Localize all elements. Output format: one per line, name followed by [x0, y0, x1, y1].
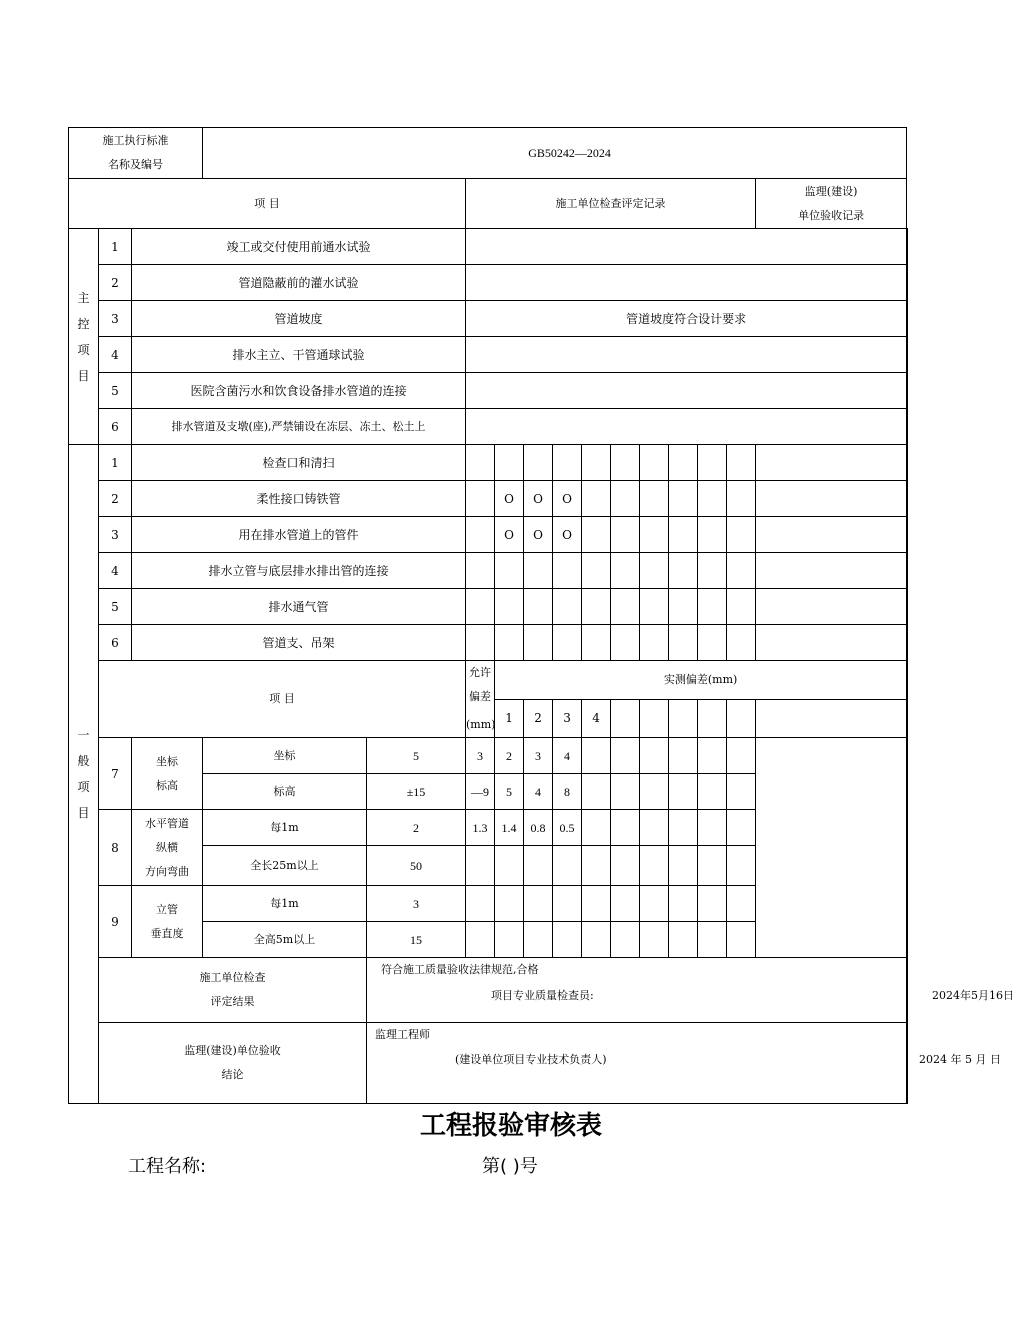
- allowable-value: ±15: [367, 774, 466, 810]
- measure-cell: O: [524, 481, 553, 517]
- item-number: 1: [99, 445, 132, 481]
- measured-value: 4: [553, 738, 582, 774]
- spacer-cell: [466, 625, 495, 661]
- inspection-form-table: [68, 127, 1015, 1104]
- item-number: 4: [99, 553, 132, 589]
- contractor-result-date: 2024年5月16日: [932, 989, 1015, 1002]
- supervisor-result-label: [99, 1023, 367, 1104]
- measure-cell: [669, 517, 698, 553]
- measure-cell: [727, 589, 756, 625]
- measured-value: 1.3: [466, 810, 495, 846]
- measure-cell: [640, 481, 669, 517]
- item-name: 排水主立、干管通球试验: [132, 337, 466, 373]
- measure-cell: [640, 553, 669, 589]
- measure-cell: [611, 589, 640, 625]
- measured-value: [640, 810, 669, 846]
- project-name-label: 工程名称:: [128, 1156, 207, 1177]
- allow-header-2: (mm): [466, 718, 496, 731]
- allowable-value: 2: [367, 810, 466, 846]
- item-name: 排水立管与底层排水排出管的连接: [132, 553, 466, 589]
- measured-value: [582, 886, 611, 922]
- supervisor-record-main: [907, 229, 908, 445]
- item-number: 3: [99, 517, 132, 553]
- measured-value: [727, 922, 756, 958]
- measured-value: [669, 886, 698, 922]
- sub-item-name: 坐标: [203, 738, 367, 774]
- measured-value: 3: [466, 738, 495, 774]
- measure-cell: [756, 445, 907, 481]
- standard-code: GB50242—2024: [528, 146, 611, 160]
- measure-cell: [756, 481, 907, 517]
- measured-value: 1.4: [495, 810, 524, 846]
- measure-cell: [640, 517, 669, 553]
- measure-cell: [640, 625, 669, 661]
- measure-column-header: 4: [582, 699, 611, 738]
- measured-value: [640, 774, 669, 810]
- item-record: [466, 409, 907, 445]
- measure-cell: [611, 481, 640, 517]
- measured-value: [611, 810, 640, 846]
- measured-value: [466, 886, 495, 922]
- measured-value: [553, 922, 582, 958]
- measure-cell: [727, 553, 756, 589]
- measure-column-header: [756, 699, 907, 738]
- spacer-cell: [466, 553, 495, 589]
- supervisor-result-content: [367, 1023, 1001, 1104]
- item-name: 管道支、吊架: [132, 625, 466, 661]
- measured-value: [524, 846, 553, 886]
- measured-deviation-header: 实测偏差(mm): [495, 661, 907, 700]
- measured-value: [495, 846, 524, 886]
- item-record: 管道坡度符合设计要求: [466, 301, 907, 337]
- measure-cell: [553, 589, 582, 625]
- measured-value: [698, 846, 727, 886]
- measured-value: [669, 774, 698, 810]
- measure-column-header: [611, 699, 640, 738]
- spacer-cell: [466, 589, 495, 625]
- measure-cell: O: [553, 481, 582, 517]
- measure-cell: [727, 445, 756, 481]
- measure-cell: [524, 445, 553, 481]
- measure-cell: [582, 625, 611, 661]
- measure-cell: [524, 625, 553, 661]
- item-number: 6: [99, 409, 132, 445]
- item-number: 1: [99, 229, 132, 265]
- measure-cell: [669, 481, 698, 517]
- main-control-label-text: 主控项目: [77, 290, 90, 383]
- measured-value: [698, 922, 727, 958]
- measure-cell: [495, 445, 524, 481]
- measured-value: [698, 738, 727, 774]
- standard-label: [69, 128, 203, 179]
- measured-value: [524, 886, 553, 922]
- measured-value: [582, 846, 611, 886]
- measured-value: [640, 886, 669, 922]
- allowable-deviation-header: [466, 661, 495, 738]
- measure-cell: [756, 589, 907, 625]
- measure-cell: [553, 553, 582, 589]
- measure-cell: O: [524, 517, 553, 553]
- measured-value: [495, 886, 524, 922]
- group-label-line: 纵横: [156, 840, 178, 854]
- supervisor-header-1: 监理(建设): [804, 184, 858, 198]
- general-label-text: 一般项目: [77, 728, 90, 820]
- item-record: [466, 373, 907, 409]
- supervisor-result-date: 2024 年 5 月 日: [919, 1053, 1001, 1066]
- measured-value: [582, 738, 611, 774]
- measured-value: [727, 774, 756, 810]
- measured-value: [466, 846, 495, 886]
- measure-cell: [756, 553, 907, 589]
- item-name: 排水管道及支墩(座),严禁铺设在冻层、冻土、松土上: [132, 409, 466, 445]
- measure-cell: [669, 589, 698, 625]
- measured-value: [582, 922, 611, 958]
- contractor-result-label: [99, 958, 367, 1023]
- measured-value: —9: [466, 774, 495, 810]
- measured-value: [640, 738, 669, 774]
- item-name: 竣工或交付使用前通水试验: [132, 229, 466, 265]
- spacer-cell: [466, 517, 495, 553]
- measure-cell: [611, 553, 640, 589]
- standard-value: [203, 128, 907, 179]
- measure-cell: [669, 553, 698, 589]
- measured-value: [727, 846, 756, 886]
- measure-cell: [756, 517, 907, 553]
- measure-cell: [756, 625, 907, 661]
- group-label-line: 水平管道: [145, 816, 189, 830]
- item-record: [466, 229, 907, 265]
- measured-value: [640, 846, 669, 886]
- supervisor-header-2: 单位验收记录: [798, 208, 865, 222]
- measure-cell: [727, 625, 756, 661]
- allow-header-1: 允许偏差: [469, 666, 492, 703]
- general-label: [69, 445, 99, 1104]
- standard-label-2: 名称及编号: [108, 158, 163, 171]
- main-control-label: [69, 229, 99, 445]
- sub-item-name: 每1m: [203, 810, 367, 846]
- measure-cell: [611, 445, 640, 481]
- measure-cell: [553, 625, 582, 661]
- measure-cell: [669, 625, 698, 661]
- deviation-item-header: 项 目: [99, 661, 466, 738]
- contractor-result-text: 符合施工质量验收法律规范,合格: [381, 963, 539, 976]
- supervisor-label-2: 结论: [221, 1068, 244, 1081]
- measure-cell: [727, 481, 756, 517]
- measured-value: [727, 810, 756, 846]
- spacer-cell: [466, 481, 495, 517]
- measure-cell: [611, 625, 640, 661]
- measure-column-header: 2: [524, 699, 553, 738]
- group-label-line: 坐标: [156, 754, 178, 768]
- measured-value: [698, 774, 727, 810]
- column-header-item: 项 目: [69, 179, 466, 229]
- measured-value: [669, 810, 698, 846]
- group-label-line: 垂直度: [150, 926, 184, 940]
- sub-item-name: 全高5m以上: [203, 922, 367, 958]
- group-label: [132, 886, 203, 958]
- standard-label-1: 施工执行标准: [102, 134, 169, 147]
- measure-cell: [524, 589, 553, 625]
- measured-value: 0.5: [553, 810, 582, 846]
- measure-cell: [727, 517, 756, 553]
- measured-value: [669, 738, 698, 774]
- item-name: 排水通气管: [132, 589, 466, 625]
- measured-value: [611, 774, 640, 810]
- measure-cell: [698, 589, 727, 625]
- item-number: 2: [99, 481, 132, 517]
- measure-cell: O: [495, 517, 524, 553]
- measured-value: [524, 922, 553, 958]
- allowable-value: 5: [367, 738, 466, 774]
- measured-value: 4: [524, 774, 553, 810]
- allowable-value: 50: [367, 846, 466, 886]
- measured-value: 5: [495, 774, 524, 810]
- item-number: 6: [99, 625, 132, 661]
- measured-value: 3: [524, 738, 553, 774]
- measure-cell: [582, 589, 611, 625]
- contractor-label-2: 评定结果: [210, 995, 255, 1008]
- column-header-contractor: 施工单位检查评定记录: [466, 179, 756, 229]
- measured-value: 2: [495, 738, 524, 774]
- measure-cell: [669, 445, 698, 481]
- group-label-line: 方向弯曲: [145, 864, 189, 878]
- measure-cell: [495, 625, 524, 661]
- measured-value: [611, 886, 640, 922]
- measure-column-header: [727, 699, 756, 738]
- measure-cell: [698, 445, 727, 481]
- supervisor-label-1: 监理(建设)单位验收: [184, 1044, 281, 1057]
- measure-cell: [495, 553, 524, 589]
- measure-column-header: [698, 699, 727, 738]
- spacer-cell: [466, 445, 495, 481]
- measured-value: [698, 886, 727, 922]
- item-name: 用在排水管道上的管件: [132, 517, 466, 553]
- measure-cell: [582, 445, 611, 481]
- item-number: 5: [99, 589, 132, 625]
- group-label-line: 标高: [156, 778, 178, 792]
- measured-value: [582, 774, 611, 810]
- group-label: [132, 810, 203, 886]
- allowable-value: 15: [367, 922, 466, 958]
- measured-value: [698, 810, 727, 846]
- measured-value: [553, 886, 582, 922]
- measure-cell: [524, 553, 553, 589]
- item-name: 管道隐蔽前的灌水试验: [132, 265, 466, 301]
- form-number-label: 第( )号: [482, 1156, 538, 1177]
- measured-value: [727, 738, 756, 774]
- measured-value: [669, 922, 698, 958]
- item-number: 3: [99, 301, 132, 337]
- item-number: 2: [99, 265, 132, 301]
- item-name: 柔性接口铸铁管: [132, 481, 466, 517]
- contractor-label-1: 施工单位检查: [199, 971, 266, 984]
- measured-value: [611, 922, 640, 958]
- sub-item-name: 标高: [203, 774, 367, 810]
- item-name: 检查口和清扫: [132, 445, 466, 481]
- measure-column-header: 3: [553, 699, 582, 738]
- item-number: 7: [99, 738, 132, 810]
- item-record: [466, 265, 907, 301]
- measured-value: [640, 922, 669, 958]
- measure-cell: O: [495, 481, 524, 517]
- measure-cell: [640, 445, 669, 481]
- measured-value: [466, 922, 495, 958]
- next-form-title: 工程报验审核表: [419, 1111, 602, 1141]
- item-record: [466, 337, 907, 373]
- responsible-person-label: (建设单位项目专业技术负责人): [455, 1053, 607, 1066]
- item-number: 5: [99, 373, 132, 409]
- item-number: 9: [99, 886, 132, 958]
- supervising-engineer-label: 监理工程师: [375, 1028, 431, 1041]
- measured-value: 8: [553, 774, 582, 810]
- measured-value: [553, 846, 582, 886]
- measured-value: [582, 810, 611, 846]
- measured-value: [495, 922, 524, 958]
- contractor-result-content: [367, 958, 1015, 1023]
- measure-cell: [582, 553, 611, 589]
- allowable-value: 3: [367, 886, 466, 922]
- column-header-supervisor: [756, 179, 907, 229]
- measure-cell: [698, 553, 727, 589]
- measure-column-header: [669, 699, 698, 738]
- measure-cell: [698, 517, 727, 553]
- measured-value: [727, 886, 756, 922]
- sub-item-name: 每1m: [203, 886, 367, 922]
- measure-cell: [698, 625, 727, 661]
- sub-item-name: 全长25m以上: [203, 846, 367, 886]
- measured-value: [611, 846, 640, 886]
- group-label: [132, 738, 203, 810]
- measure-column-header: [640, 699, 669, 738]
- group-label-line: 立管: [156, 902, 178, 916]
- measure-cell: [582, 517, 611, 553]
- item-number: 4: [99, 337, 132, 373]
- measure-cell: [495, 589, 524, 625]
- measure-cell: [582, 481, 611, 517]
- item-name: 医院含菌污水和饮食设备排水管道的连接: [132, 373, 466, 409]
- measure-cell: [553, 445, 582, 481]
- quality-inspector-label: 项目专业质量检查员:: [491, 989, 594, 1002]
- item-name: 管道坡度: [132, 301, 466, 337]
- measure-cell: [640, 589, 669, 625]
- measured-value: [611, 738, 640, 774]
- measured-value: 0.8: [524, 810, 553, 846]
- item-number: 8: [99, 810, 132, 886]
- measure-column-header: 1: [495, 699, 524, 738]
- measure-cell: O: [553, 517, 582, 553]
- measure-cell: [698, 481, 727, 517]
- measured-value: [669, 846, 698, 886]
- measure-cell: [611, 517, 640, 553]
